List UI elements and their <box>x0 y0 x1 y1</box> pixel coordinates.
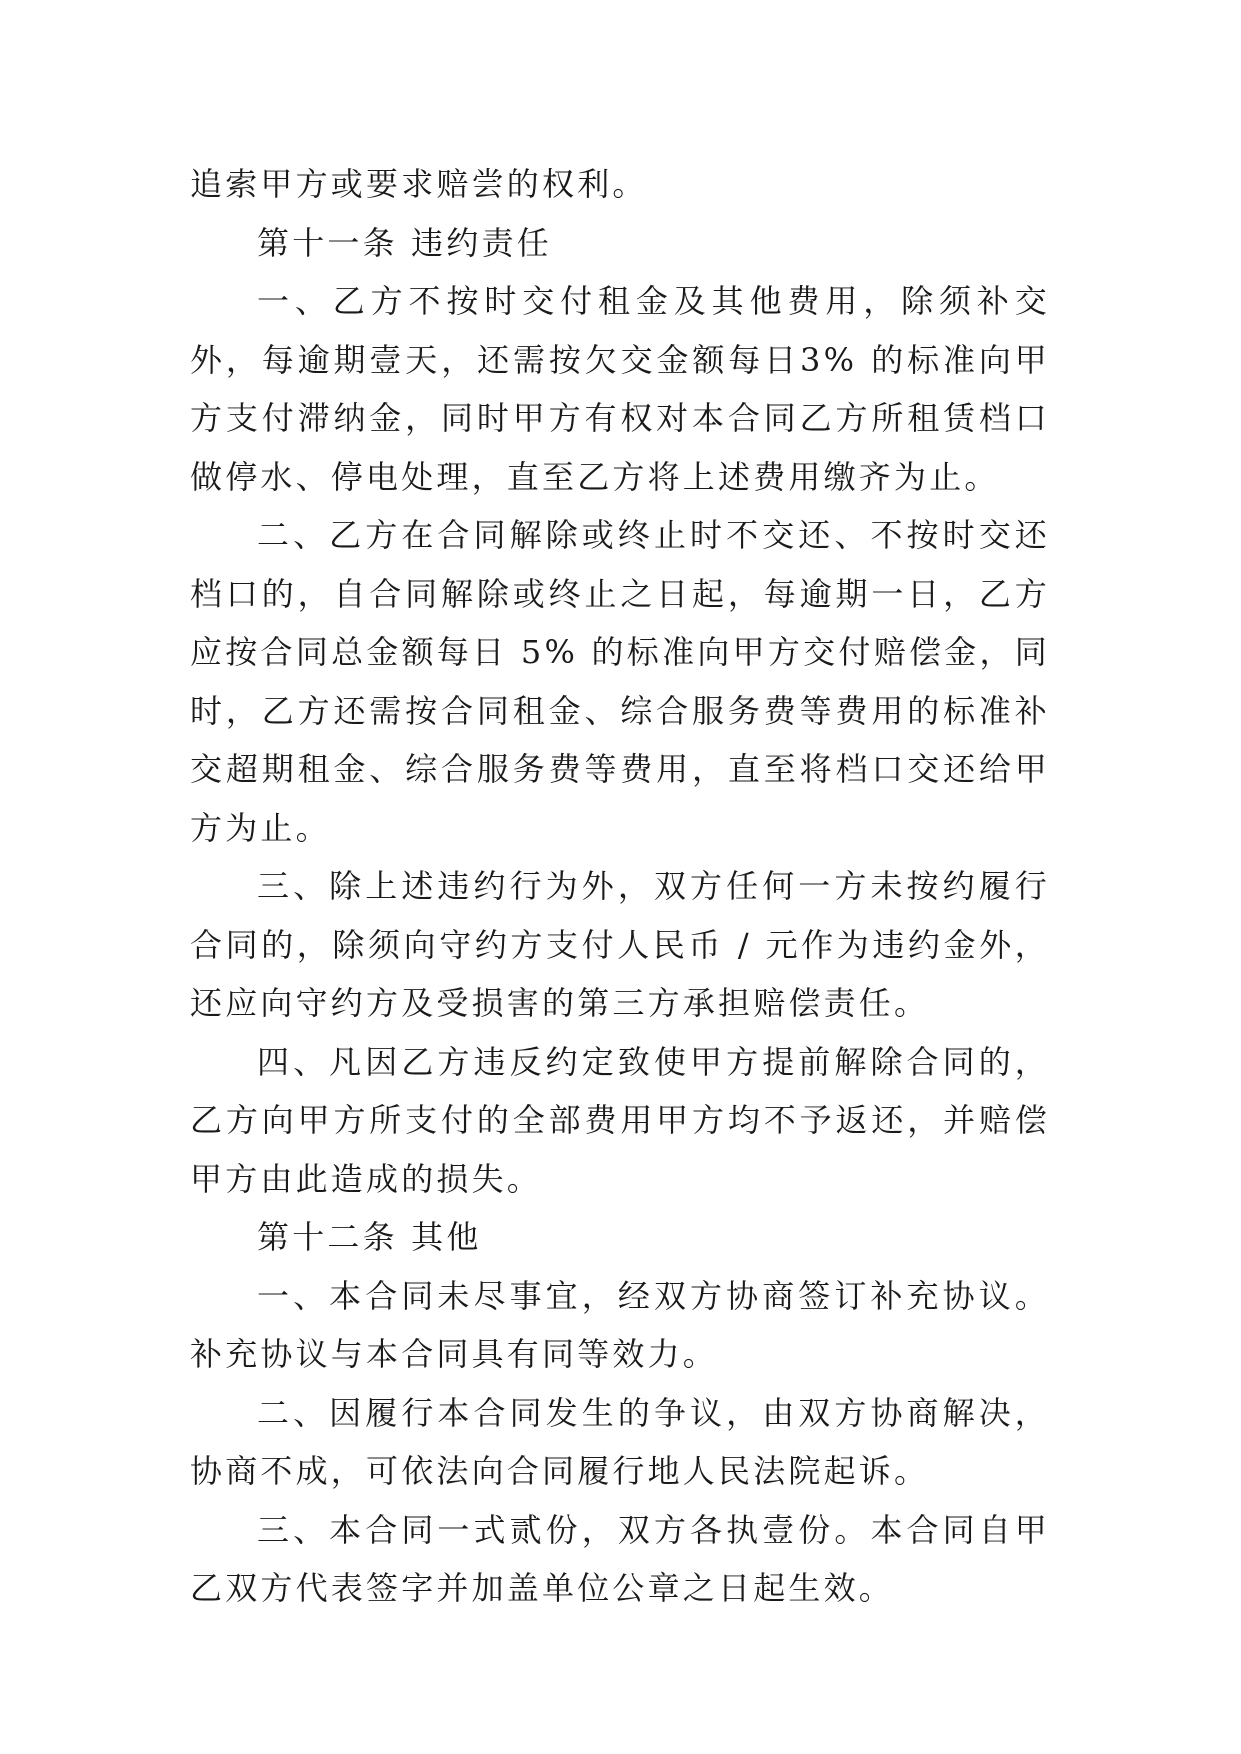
paragraph-continuation: 追索甲方或要求赔尝的权利。 <box>190 165 648 203</box>
article-12-clause-3: 三、本合同一式贰份，双方各执壹份。本合同自甲乙双方代表签字并加盖单位公章之日起生效。 <box>190 1510 1050 1607</box>
article-11-clause-3: 三、除上述违约行为外，双方任何一方未按约履行合同的，除须向守约方支付人民币 / 元作为违约金外，还应向守约方及受损害的第三方承担赔偿责任。 <box>190 867 1050 1022</box>
article-12-clause-2: 二、因履行本合同发生的争议，由双方协商解决，协商不成，可依法向合同履行地人民法院起诉。 <box>190 1393 1050 1490</box>
article-11-heading: 第十一条 违约责任 <box>257 223 552 262</box>
article-12-clause-1: 一、本合同未尽事宜，经双方协商签订补充协议。补充协议与本合同具有同等效力。 <box>190 1276 1050 1373</box>
article-11-clause-2: 二、乙方在合同解除或终止时不交还、不按时交还档口的，自合同解除或终止之日起，每逾期一日，乙方应按合同总金额每日 5% 的标准向甲方交付赔偿金，同时，乙方还需按合同租金、综合服务费等费用的标准补交超期租金、综合服务费等费用，直至将档口交还给甲方为止。 <box>190 516 1050 847</box>
document-page <box>190 155 1050 1618</box>
article-11-clause-1: 一、乙方不按时交付租金及其他费用，除须补交外，每逾期壹天，还需按欠交金额每日3% 的标准向甲方支付滞纳金，同时甲方有权对本合同乙方所租赁档口做停水、停电处理，直至乙方将上述费用缴齐为止。 <box>190 282 1050 496</box>
article-11-clause-4: 四、凡因乙方违反约定致使甲方提前解除合同的，乙方向甲方所支付的全部费用甲方均不予返还，并赔偿甲方由此造成的损失。 <box>190 1042 1050 1198</box>
article-12-heading: 第十二条 其他 <box>257 1218 482 1256</box>
